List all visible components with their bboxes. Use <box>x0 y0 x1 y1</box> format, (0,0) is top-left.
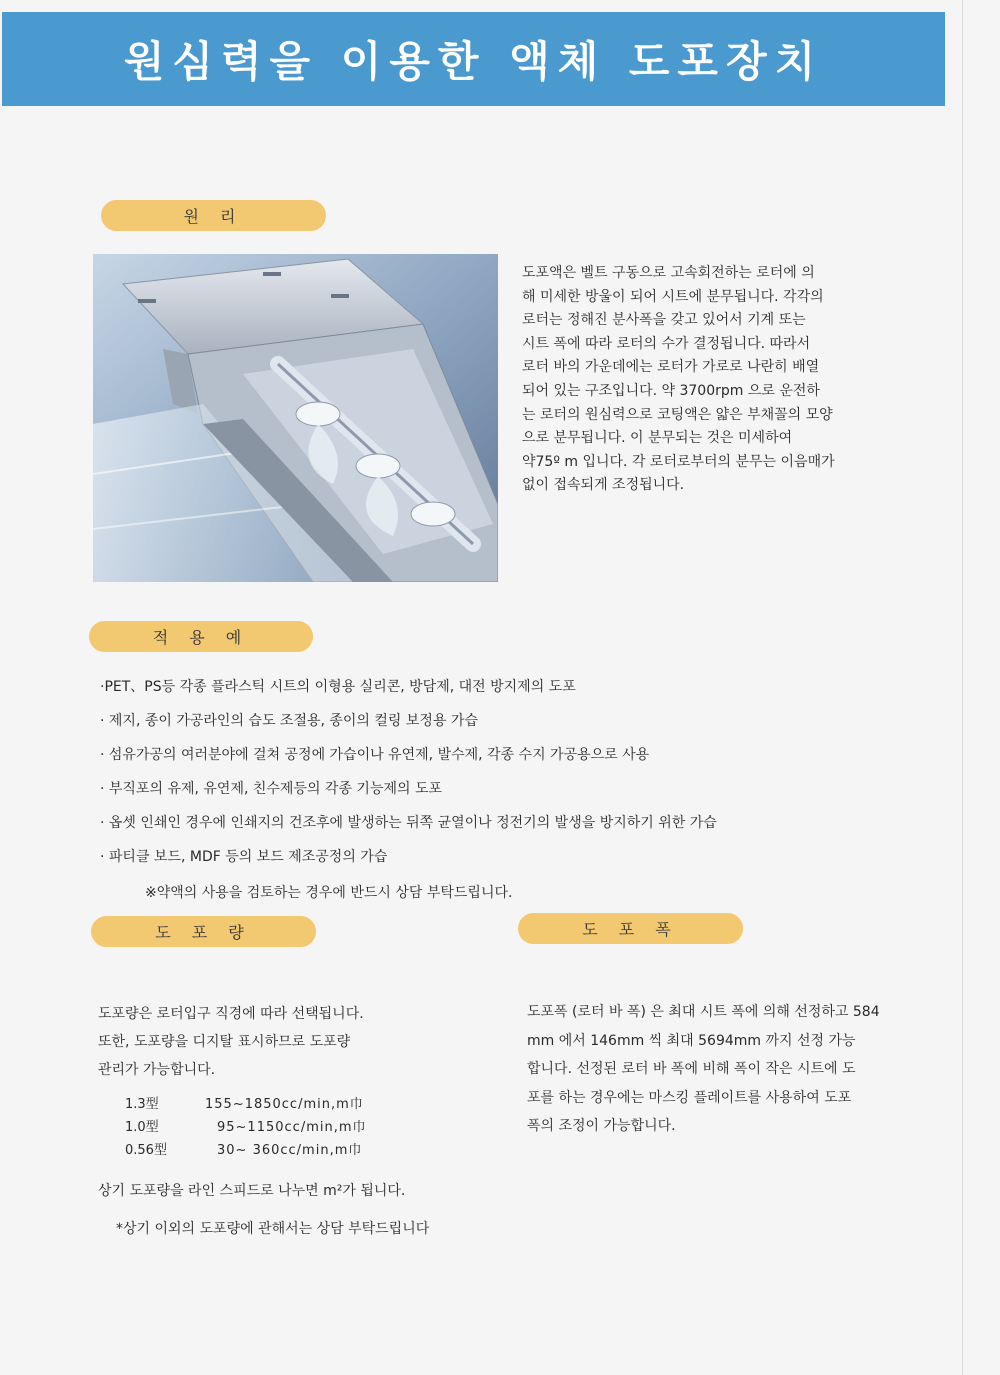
spec-model: 1.3型 <box>125 1097 159 1112</box>
application-note: ※약액의 사용을 검토하는 경우에 반드시 상담 부탁드립니다. <box>145 885 513 901</box>
amount-line: 관리가 가능합니다. <box>98 1062 216 1078</box>
width-line: 도포폭 (로터 바 폭) 은 최대 시트 폭에 의해 선정하고 584 <box>527 1004 880 1020</box>
principle-line: 로터는 정해진 분사폭을 갖고 있어서 기계 또는 <box>522 312 806 329</box>
application-item: · 옵셋 인쇄인 경우에 인쇄지의 건조후에 발생하는 뒤쪽 균열이나 정전기의 발생을 방지하기 위한 가습 <box>100 815 717 831</box>
width-line: 폭의 조정이 가능합니다. <box>527 1118 676 1134</box>
principle-line: 도포액은 벨트 구동으로 고속회전하는 로터에 의 <box>522 265 815 281</box>
principle-line: 시트 폭에 따라 로터의 수가 결정됩니다. 따라서 <box>522 335 811 352</box>
width-line: mm 에서 146mm 씩 최대 5694mm 까지 선정 가능 <box>527 1032 856 1049</box>
spec-model: 0.56型 <box>125 1143 167 1158</box>
amount-line: 또한, 도포량을 디지탈 표시하므로 도포량 <box>98 1034 351 1050</box>
amount-spec-table <box>125 1093 437 1162</box>
spec-range: 95~1150cc/min,m巾 <box>217 1120 367 1135</box>
page-title: 원심력을 이용한 액체 도포장치 <box>123 37 824 86</box>
width-heading: 도 포 폭 <box>518 913 743 944</box>
principle-line: 로터 바의 가운데에는 로터가 가로로 나란히 배열 <box>522 359 820 376</box>
principle-line: 없이 접속되게 조정됩니다. <box>522 477 685 494</box>
width-line: 포를 하는 경우에는 마스킹 플레이트를 사용하여 도포 <box>527 1089 852 1106</box>
rotor-device-photo <box>93 254 498 582</box>
application-item: · 파티클 보드, MDF 등의 보드 제조공정의 가습 <box>100 849 388 865</box>
principle-line: 약75º m 입니다. 각 로터로부터의 분무는 이음매가 <box>522 453 835 470</box>
application-item: · 부직포의 유제, 유연제, 친수제등의 각종 기능제의 도포 <box>100 781 443 797</box>
amount-footer: 상기 도포량을 라인 스피드로 나누면 m²가 됩니다. <box>98 1183 406 1199</box>
application-item: · 섬유가공의 여러분야에 걸쳐 공정에 가습이나 유연제, 발수제, 각종 수지 가공용으로 사용 <box>100 747 650 763</box>
principle-line: 되어 있는 구조입니다. 약 3700rpm 으로 운전하 <box>522 382 820 399</box>
spec-range: 30~ 360cc/min,m巾 <box>217 1143 363 1158</box>
application-heading: 적 용 예 <box>89 621 313 652</box>
width-line: 합니다. 선정된 로터 바 폭에 비해 폭이 작은 시트에 도 <box>527 1061 856 1077</box>
page-edge <box>962 0 963 1375</box>
application-item: · 제지, 종이 가공라인의 습도 조절용, 종이의 컬링 보정용 가습 <box>100 713 478 729</box>
amount-line: 도포량은 로터입구 직경에 따라 선택됩니다. <box>98 1006 364 1022</box>
spec-row <box>125 1139 437 1162</box>
spec-model: 1.0型 <box>125 1120 159 1135</box>
spec-range: 155~1850cc/min,m巾 <box>205 1097 364 1112</box>
principle-line: 는 로터의 원심력으로 코팅액은 얇은 부채꼴의 모양 <box>522 406 833 423</box>
spec-row <box>125 1093 437 1116</box>
amount-description <box>98 1000 478 1084</box>
principle-heading: 원 리 <box>101 200 326 231</box>
principle-line: 으로 분무됩니다. 이 분무되는 것은 미세하여 <box>522 430 793 447</box>
title-banner <box>2 12 945 106</box>
spec-row <box>125 1116 437 1139</box>
application-list <box>100 674 920 878</box>
amount-note: *상기 이외의 도포량에 관해서는 상담 부탁드립니다 <box>116 1221 430 1237</box>
application-item: ·PET、PS등 각종 플라스틱 시트의 이형용 실리콘, 방담제, 대전 방지제의 도포 <box>100 679 576 695</box>
principle-line: 해 미세한 방울이 되어 시트에 분무됩니다. 각각의 <box>522 288 824 305</box>
width-description <box>527 998 922 1141</box>
amount-heading: 도 포 량 <box>91 916 316 947</box>
principle-description <box>522 262 917 498</box>
